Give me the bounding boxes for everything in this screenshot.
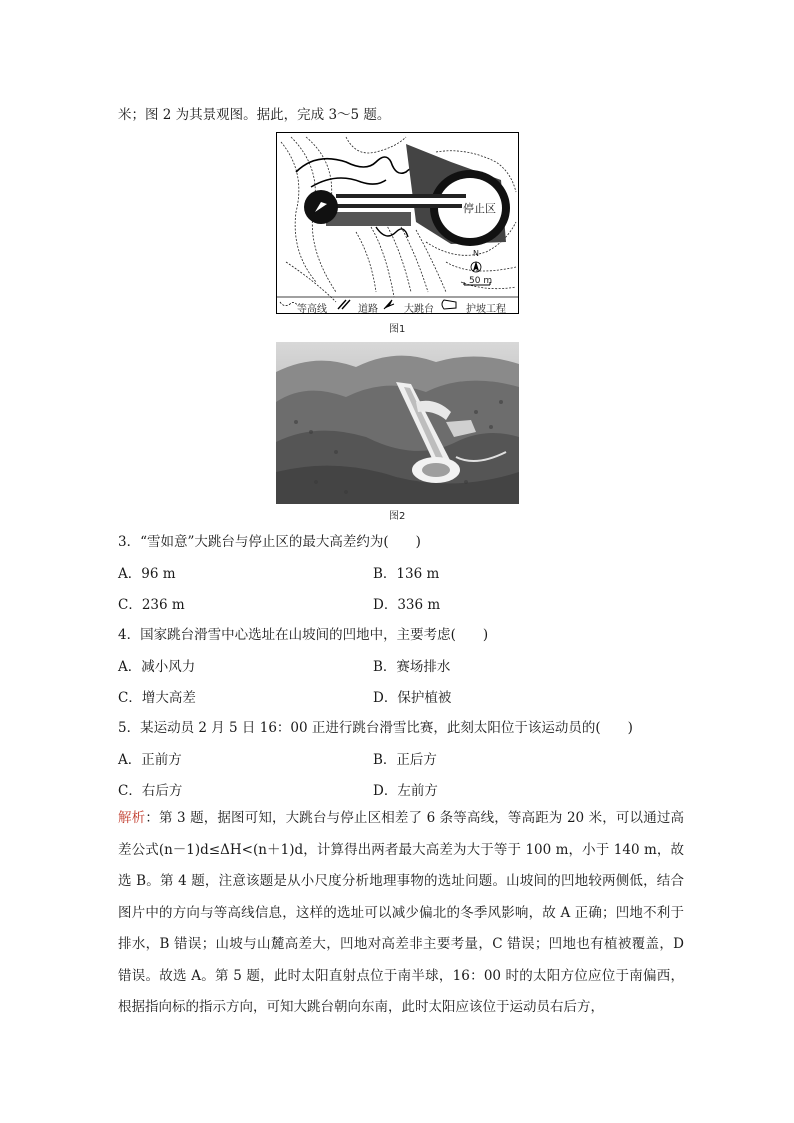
- analysis-paragraph: [118, 803, 684, 1024]
- analysis-text: ：第 3 题，据图可知，大跳台与停止区相差了 6 条等高线，等高距为 20 米，可以通过高差公式(n－1)d≤ΔH<(n＋1)d，计算得出两者最大高差为大于等于 100 m，小于 140 m，故选 B。第 4 题，注意该题是从小尺度分析地理事物的选址问题。山坡间的凹地较两侧低，结合图片中的方向与等高线信息，这样的选址可以减少偏北的冬季风影响，故 A 正确；凹地不利于排水，B 错误；山坡与山麓高差大，凹地对高差非主要考量，C 错误；凹地也有植被覆盖，D 错误。故选 A。第 5 题，此时太阳直射点位于南半球，16：00 时的太阳方位应位于南偏西，根据指向标的指示方向，可知大跳台朝向东南，此时太阳应该位于运动员右后方，: [118, 810, 685, 1015]
- question-5-option-a: A．正前方: [118, 752, 182, 768]
- figure2-caption: 图2: [389, 511, 406, 522]
- question-3-option-a: A．96 m: [118, 566, 176, 582]
- question-3-option-d: D．336 m: [373, 597, 441, 613]
- figure2-landscape-photo: [276, 342, 519, 504]
- question-4-option-d: D．保护植被: [373, 690, 452, 706]
- north-label: N: [473, 249, 479, 258]
- scale-label: 50 m: [469, 276, 493, 286]
- question-3-option-b: B．136 m: [373, 566, 440, 582]
- question-3-option-c: C．236 m: [118, 597, 185, 613]
- legend-ski-jump: 大跳台: [404, 304, 434, 315]
- figure1-contour-map: [276, 132, 519, 314]
- figure1-caption: 图1: [389, 324, 406, 335]
- intro-text: 米；图 2 为其景观图。据此，完成 3～5 题。: [118, 107, 391, 123]
- question-5-option-c: C．右后方: [118, 783, 183, 799]
- analysis-label: 解析: [118, 810, 146, 826]
- question-5-stem: 5．某运动员 2 月 5 日 16：00 正进行跳台滑雪比赛，此刻太阳位于该运动员的( ): [118, 720, 633, 736]
- question-3-stem: 3．“雪如意”大跳台与停止区的最大高差约为( ): [118, 534, 421, 550]
- legend-contour: 等高线: [297, 304, 327, 315]
- question-4-option-b: B．赛场排水: [373, 659, 451, 675]
- question-5-option-d: D．左前方: [373, 783, 438, 799]
- legend-slope-protection: 护坡工程: [466, 304, 506, 315]
- question-4-stem: 4．国家跳台滑雪中心选址在山坡间的凹地中，主要考虑( ): [118, 627, 489, 643]
- legend-road: 道路: [358, 304, 378, 315]
- question-4-option-c: C．增大高差: [118, 690, 196, 706]
- question-5-option-b: B．正后方: [373, 752, 437, 768]
- question-4-option-a: A．减小风力: [118, 659, 196, 675]
- stop-area-label: 停止区: [463, 202, 496, 215]
